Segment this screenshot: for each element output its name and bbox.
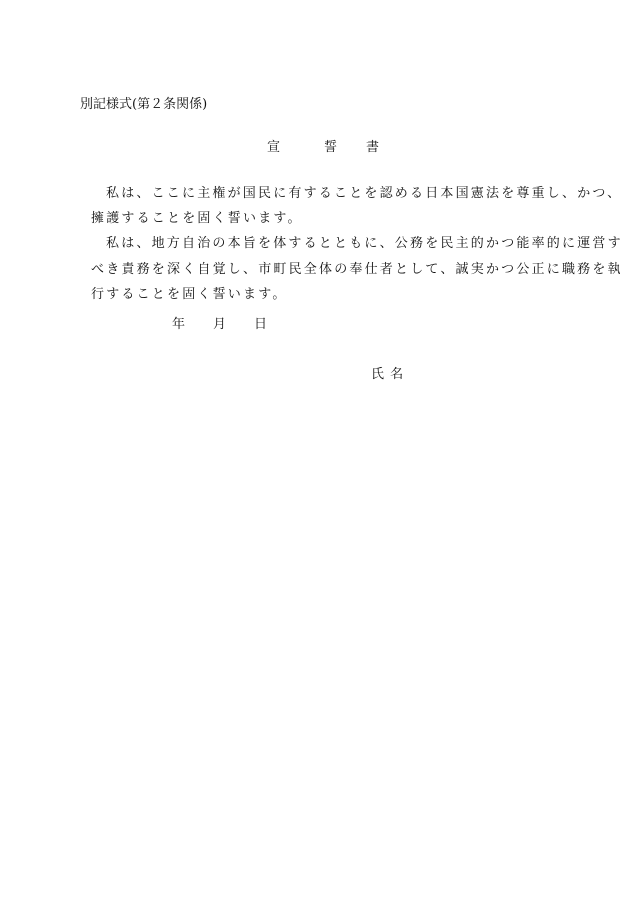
form-label: 別記様式(第２条関係) [80,97,208,112]
title-char: 書 [366,140,380,155]
date-month: 月 [213,317,227,332]
signature-label: 氏 名 [371,367,405,382]
paragraph-line: 擁護することを固く誓います。 [91,211,303,226]
paragraph-line: べき責務を深く自覚し、市町民全体の奉仕者として、誠実かつ公正に職務を執 [91,262,623,277]
date-year: 年 [172,317,186,332]
paragraph-line: 行することを固く誓います。 [91,287,288,302]
title-char: 誓 [324,140,338,155]
paragraph-line: 私は、地方自治の本旨を体するとともに、公務を民主的かつ能率的に運営す [106,236,623,251]
paragraph-line: 私は、ここに主権が国民に有することを認める日本国憲法を尊重し、かつ、 [106,186,623,201]
title-char: 宣 [267,140,281,155]
date-day: 日 [254,317,268,332]
